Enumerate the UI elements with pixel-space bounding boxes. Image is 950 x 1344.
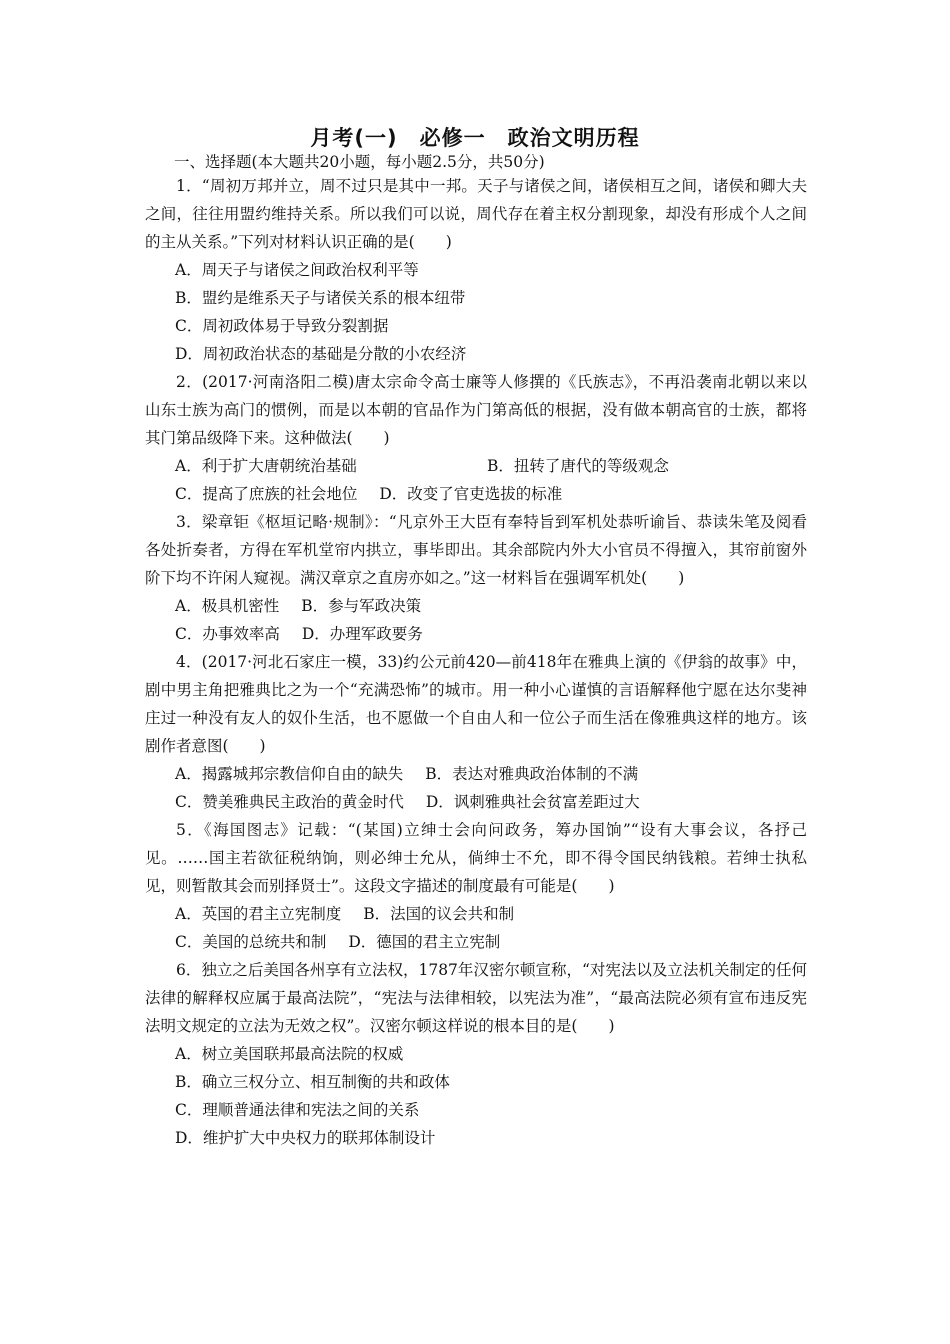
section-heading: 一、选择题(本大题共20小题，每小题2.5分，共50分) xyxy=(174,153,545,171)
option-text[interactable]: D．德国的君主立宪制 xyxy=(348,933,501,951)
option-text[interactable]: B．参与军政决策 xyxy=(301,597,422,615)
question-stem: 1．“周初万邦并立，周不过只是其中一邦。天子与诸侯之间，诸侯相互之间，诸侯和卿大夫之间，往往用盟约维持关系。所以我们可以说，周代存在着主权分割现象，却没有形成个人之间的主从关系。”下列对材料认识正确的是( ) xyxy=(145,177,807,251)
option-text: A．树立美国联邦最高法院的权威 xyxy=(175,1045,404,1063)
question-stem: 5．《海国图志》记载：“(某国)立绅士会向问政务，筹办国饷”“设有大事会议，各抒己见。……国主若欲征税纳饷，则必绅士允从，倘绅士不允，即不得令国民纳钱粮。若绅士执私见，则暂散其会而别择贤士”。这段文字描述的制度最有可能是( ) xyxy=(145,821,807,895)
answer-option-row xyxy=(145,928,807,956)
answer-option-row xyxy=(145,480,807,508)
option-text: A．周天子与诸侯之间政治权利平等 xyxy=(175,261,419,279)
answer-option-row xyxy=(145,760,807,788)
option-text[interactable]: A．利于扩大唐朝统治基础 xyxy=(175,457,357,475)
answer-option-row xyxy=(145,452,807,480)
question-stem: 6．独立之后美国各州享有立法权，1787年汉密尔顿宣称，“对宪法以及立法机关制定的任何法律的解释权应属于最高法院”，“宪法与法律相较，以宪法为准”，“最高法院必须有宣布违反宪法明文规定的立法为无效之权”。汉密尔顿这样说的根本目的是( ) xyxy=(145,961,807,1035)
answer-option[interactable] xyxy=(145,256,807,284)
option-text[interactable]: D．办理军政要务 xyxy=(301,625,423,643)
question-stem: 3．梁章钜《枢垣记略·规制》：“凡京外王大臣有奉特旨到军机处恭听谕旨、恭读朱笔及阅看各处折奏者，方得在军机堂帘内拱立，事毕即出。其余部院内外大小官员不得擅入，其帘前窗外阶下均不许闲人窥视。满汉章京之直房亦如之。”这一材料旨在强调军机处( ) xyxy=(145,513,807,587)
option-text[interactable]: D．讽刺雅典社会贫富差距过大 xyxy=(425,793,640,811)
option-text[interactable]: C．赞美雅典民主政治的黄金时代 xyxy=(175,793,404,811)
option-text[interactable]: A．揭露城邦宗教信仰自由的缺失 xyxy=(175,765,404,783)
option-text: D．周初政治状态的基础是分散的小农经济 xyxy=(175,345,467,363)
option-text[interactable]: C．办事效率高 xyxy=(175,625,280,643)
question-stem: 4．(2017·河北石家庄一模，33)约公元前420—前418年在雅典上演的《伊翁的故事》中，剧中男主角把雅典比之为一个“充满恐怖”的城市。用一种小心谨慎的言语解释他宁愿在达尔斐神庄过一种没有友人的奴仆生活，也不愿做一个自由人和一位公子而生活在像雅典这样的地方。该剧作者意图( ) xyxy=(145,653,807,755)
answer-option-row xyxy=(145,620,807,648)
option-text: B．盟约是维系天子与诸侯关系的根本纽带 xyxy=(175,289,466,307)
option-text[interactable]: D．改变了官吏选拔的标准 xyxy=(379,485,563,503)
answer-option[interactable] xyxy=(145,1068,807,1096)
option-text[interactable]: C．美国的总统共和制 xyxy=(175,933,327,951)
answer-option[interactable] xyxy=(145,1040,807,1068)
option-text[interactable]: B．表达对雅典政治体制的不满 xyxy=(425,765,639,783)
option-text[interactable]: A．英国的君主立宪制度 xyxy=(175,905,342,923)
answer-option[interactable] xyxy=(145,312,807,340)
option-text: B．确立三权分立、相互制衡的共和政体 xyxy=(175,1073,450,1091)
answer-option[interactable] xyxy=(145,1096,807,1124)
question-list xyxy=(145,172,807,1152)
option-text: C．理顺普通法律和宪法之间的关系 xyxy=(175,1101,420,1119)
answer-option-row xyxy=(145,592,807,620)
option-text: D．维护扩大中央权力的联邦体制设计 xyxy=(175,1129,436,1147)
option-text[interactable]: C．提高了庶族的社会地位 xyxy=(175,485,358,503)
option-text[interactable]: B．扭转了唐代的等级观念 xyxy=(487,457,669,475)
answer-option[interactable] xyxy=(145,284,807,312)
option-text[interactable]: B．法国的议会共和制 xyxy=(363,905,515,923)
question-stem: 2．(2017·河南洛阳二模)唐太宗命令高士廉等人修撰的《氏族志》，不再沿袭南北朝以来以山东士族为高门的惯例，而是以本朝的官品作为门第高低的根据，没有做本朝高官的士族，都将其门第品级降下来。这种做法( ) xyxy=(145,373,807,447)
option-text[interactable]: A．极具机密性 xyxy=(175,597,280,615)
answer-option-row xyxy=(145,900,807,928)
page-title: 月考(一) 必修一 政治文明历程 xyxy=(310,126,640,150)
answer-option-row xyxy=(145,788,807,816)
option-text: C．周初政体易于导致分裂割据 xyxy=(175,317,389,335)
answer-option[interactable] xyxy=(145,340,807,368)
answer-option[interactable] xyxy=(145,1124,807,1152)
